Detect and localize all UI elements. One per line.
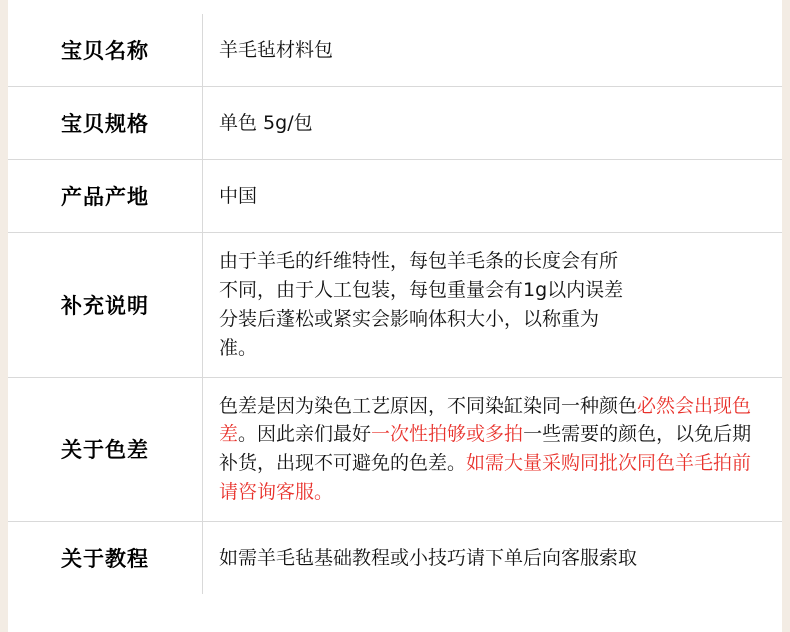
text-segment-highlight: 多拍 [485,423,524,446]
row-label-origin: 产品产地 [8,160,203,233]
product-spec-table [8,14,782,594]
text-segment: 。因此亲们最好 [238,423,372,446]
table-row [8,233,782,378]
text-segment-highlight: 请咨询客服。 [219,481,334,504]
left-edge-strip [0,0,8,632]
text-segment: 色差是因为染色工艺原因，不同染缸染同一种颜 [219,394,619,417]
table-row [8,87,782,160]
row-value-specification [203,87,783,160]
table-row [8,522,782,595]
table-row [8,14,782,87]
text-line: 不同，由于人工包装，每包重量会有1g以内误差 [219,278,624,301]
right-edge-strip [782,0,790,632]
text-segment: 一些需要的颜色，以免后期补货，出现不可 [219,423,752,475]
row-label-product-name: 宝贝名称 [8,14,203,87]
row-value-supplementary-note [203,233,783,378]
text-segment: 色 [618,394,638,417]
text-segment: 避免的色差。 [352,452,467,475]
table-row [8,377,782,522]
text-segment-highlight: 必然会出现色差 [219,394,752,446]
row-value-color-difference [203,377,783,522]
row-value-origin [203,160,783,233]
text-line: 单色 5g/包 [219,111,313,134]
table-row [8,160,782,233]
text-line: 羊毛毡材料包 [219,38,334,61]
row-label-supplementary-note: 补充说明 [8,233,203,378]
text-line: 如需羊毛毡基础教程或小技巧请下单后向客服索取 [219,546,638,569]
row-label-tutorial: 关于教程 [8,522,203,595]
text-segment-highlight: 如需大量采购同批次同色羊毛拍前 [466,452,752,475]
text-segment-highlight: 一次性拍够或 [371,423,486,446]
text-line: 中国 [219,184,258,207]
text-line: 分装后蓬松或紧实会影响体积大小，以称重为 [219,307,600,330]
row-value-product-name [203,14,783,87]
text-line: 由于羊毛的纤维特性，每包羊毛条的长度会有所 [219,250,619,272]
row-value-tutorial [203,522,783,595]
row-label-specification: 宝贝规格 [8,87,203,160]
row-label-color-difference: 关于色差 [8,377,203,522]
text-line: 准。 [219,336,258,359]
